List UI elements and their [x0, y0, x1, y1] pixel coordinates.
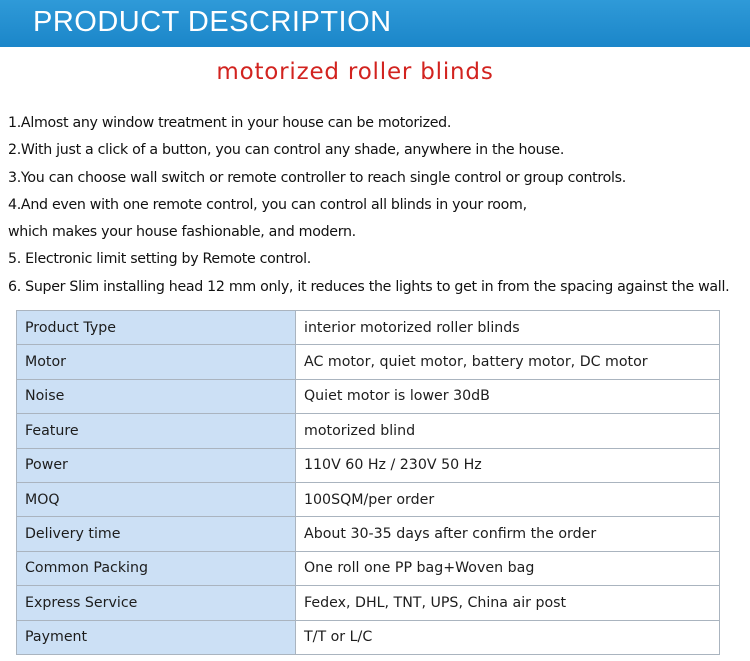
spec-label: Delivery time — [17, 517, 296, 551]
spec-label: MOQ — [17, 482, 296, 516]
spec-label: Noise — [17, 379, 296, 413]
feature-line: 4.And even with one remote control, you can control all blinds in your room, — [8, 196, 527, 213]
spec-label: Common Packing — [17, 551, 296, 585]
table-row — [17, 448, 720, 482]
spec-value: motorized blind — [296, 414, 720, 448]
feature-line: 6. Super Slim installing head 12 mm only, it reduces the lights to get in from the spacing against the wall. — [8, 278, 730, 295]
spec-value: 110V 60 Hz / 230V 50 Hz — [296, 448, 720, 482]
table-row — [17, 517, 720, 551]
feature-line: 3.You can choose wall switch or remote controller to reach single control or group controls. — [8, 169, 626, 186]
table-row — [17, 620, 720, 654]
spec-table — [16, 310, 720, 655]
header-banner — [0, 0, 750, 47]
spec-label: Feature — [17, 414, 296, 448]
table-row — [17, 345, 720, 379]
spec-value: 100SQM/per order — [296, 482, 720, 516]
spec-value: One roll one PP bag+Woven bag — [296, 551, 720, 585]
product-subtitle: motorized roller blinds — [216, 59, 494, 85]
spec-label: Power — [17, 448, 296, 482]
spec-label: Motor — [17, 345, 296, 379]
feature-line: 1.Almost any window treatment in your house can be motorized. — [8, 115, 452, 131]
table-row — [17, 551, 720, 585]
spec-label: Payment — [17, 620, 296, 654]
table-row — [17, 482, 720, 516]
spec-label: Express Service — [17, 586, 296, 620]
feature-list — [8, 110, 748, 301]
table-row — [17, 414, 720, 448]
spec-value: interior motorized roller blinds — [296, 311, 720, 345]
spec-label: Product Type — [17, 311, 296, 345]
table-row — [17, 586, 720, 620]
feature-line: 2.With just a click of a button, you can control any shade, anywhere in the house. — [8, 142, 565, 159]
feature-line: which makes your house fashionable, and modern. — [8, 224, 356, 241]
spec-value: About 30-35 days after confirm the order — [296, 517, 720, 551]
feature-line: 5. Electronic limit setting by Remote control. — [8, 251, 311, 268]
spec-value: Quiet motor is lower 30dB — [296, 379, 720, 413]
spec-value: T/T or L/C — [296, 620, 720, 654]
table-row — [17, 379, 720, 413]
table-row — [17, 311, 720, 345]
spec-value: AC motor, quiet motor, battery motor, DC motor — [296, 345, 720, 379]
page-title: PRODUCT DESCRIPTION — [33, 6, 392, 38]
spec-value: Fedex, DHL, TNT, UPS, China air post — [296, 586, 720, 620]
